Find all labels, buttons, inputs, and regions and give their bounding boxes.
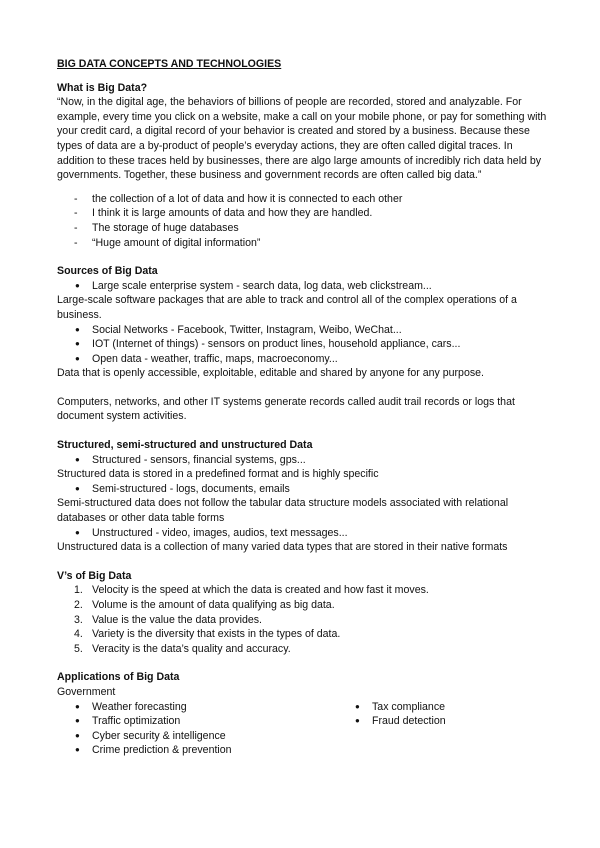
open-data-description: Data that is openly accessible, exploitable, editable and shared by anyone for any purpose. [57, 367, 484, 380]
vs-heading: V’s of Big Data [57, 569, 132, 582]
list-item: 2. Volume is the amount of data qualifying as big data. [74, 599, 335, 611]
list-item: 4. Variety is the diversity that exists in the types of data. [74, 628, 341, 641]
list-item: ● Crime prediction & prevention [57, 743, 337, 758]
applications-heading: Applications of Big Data [57, 671, 180, 684]
list-item: - the collection of a lot of data and how it is connected to each other [57, 192, 547, 207]
document-title: BIG DATA CONCEPTS AND TECHNOLOGIES [57, 58, 282, 70]
document-page [57, 57, 547, 758]
list-item: ● Tax compliance [337, 700, 537, 715]
list-item: ● Weather forecasting [57, 700, 337, 715]
applications-subheading: Government [57, 685, 116, 698]
what-notes-list [57, 192, 547, 250]
audit-trail-paragraph: Computers, networks, and other IT systems generate records called audit trail records or logs that document system activities. [57, 395, 515, 423]
list-item: ● Social Networks - Facebook, Twitter, Instagram, Weibo, WeChat... [57, 323, 547, 338]
unstructured-description: Unstructured data is a collection of many varied data types that are stored in their native formats [57, 541, 508, 554]
list-item: ● Unstructured - video, images, audios, text messages... [57, 526, 547, 541]
what-quote: “Now, in the digital age, the behaviors of billions of people are recorded, stored and analyzable. For example, every time you click on a website, make a call on your mobile phone, or pay for something with your credit card, a digital record of your behavior is created and stored by a business. Because these types of data are a by-product of people’s everyday actions, they are often called digital traces. In addition to these traces held by businesses, there are algo large amounts of incredibly rich data held by governments. Together, these business and government records are often called big data.” [57, 96, 547, 182]
applications-columns [57, 700, 547, 758]
list-item: ● IOT (Internet of things) - sensors on product lines, household appliance, cars... [57, 337, 547, 352]
applications-list-left [57, 700, 337, 758]
list-item: - The storage of huge databases [57, 221, 547, 236]
list-item: 1. Velocity is the speed at which the data is created and how fast it moves. [74, 584, 429, 597]
list-item: - I think it is large amounts of data and how they are handled. [57, 206, 547, 221]
list-item: ● Fraud detection [337, 714, 537, 729]
structured-description: Structured data is stored in a predefined format and is highly specific [57, 468, 379, 481]
enterprise-description: Large-scale software packages that are able to track and control all of the complex operations of a business. [57, 294, 517, 321]
list-item: ● Open data - weather, traffic, maps, macroeconomy... [57, 352, 547, 367]
semi-structured-description: Semi-structured data does not follow the tabular data structure models associated with relational databases or other data table forms [57, 497, 509, 525]
list-item: 3. Value is the value the data provides. [74, 613, 263, 626]
list-item: 5. Veracity is the data’s quality and accuracy. [74, 642, 291, 655]
list-item: ● Structured - sensors, financial systems, gps... [57, 453, 547, 468]
list-item: ● Cyber security & intelligence [57, 729, 337, 744]
list-item: ● Semi-structured - logs, documents, emails [57, 482, 547, 497]
structure-heading: Structured, semi-structured and unstructured Data [57, 439, 313, 452]
what-heading: What is Big Data? [57, 81, 148, 94]
list-item: - “Huge amount of digital information” [57, 236, 547, 251]
list-item: ● Large scale enterprise system - search data, log data, web clickstream... [57, 279, 547, 294]
vs-list [57, 583, 547, 656]
sources-heading: Sources of Big Data [57, 265, 158, 278]
list-item: ● Traffic optimization [57, 714, 337, 729]
applications-list-right [337, 700, 537, 758]
